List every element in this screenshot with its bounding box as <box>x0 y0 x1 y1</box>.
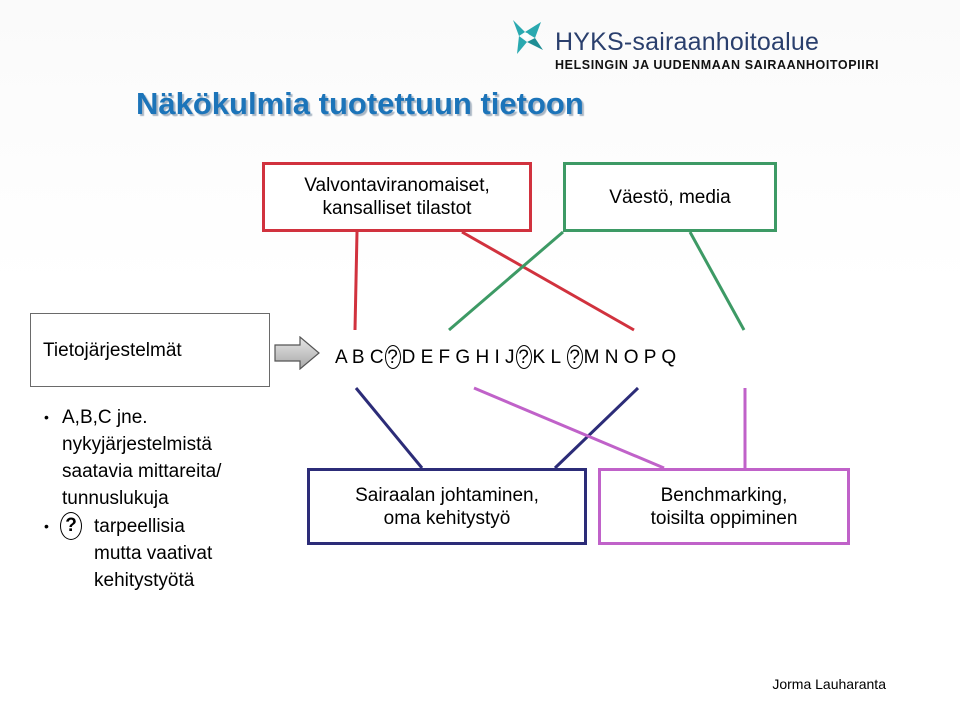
public-media-box <box>563 162 777 232</box>
bullet-1 <box>44 404 221 512</box>
question-mark-circle: ? <box>60 512 82 540</box>
indicator-row <box>335 345 676 369</box>
information-systems-box <box>30 313 270 387</box>
management-line1: Sairaalan johtaminen, <box>355 484 539 506</box>
benchmark-line1: Benchmarking, <box>660 484 788 506</box>
bullet-2-line: mutta vaativat <box>94 543 213 564</box>
bullet-1-line: tunnuslukuja <box>62 488 169 509</box>
authorities-box <box>262 162 532 232</box>
authorities-line1: Valvontaviranomaiset, <box>304 175 490 196</box>
page-title: Näkökulmia tuotettuun tietoon <box>136 86 584 121</box>
bullet-2-line: kehitystyötä <box>94 570 195 591</box>
public-media-label: Väestö, media <box>609 186 731 208</box>
bullet-dot: • <box>44 409 49 425</box>
bullet-dot: • <box>44 518 49 534</box>
bullet-list <box>44 404 221 594</box>
logo-subtitle: HELSINGIN JA UUDENMAAN SAIRAANHOITOPIIRI <box>555 58 880 72</box>
bullet-1-line: saatavia mittareita/ <box>62 461 222 482</box>
benchmarking-box <box>598 468 850 545</box>
question-mark-circle: ? <box>516 345 532 369</box>
logo-title: HYKS-sairaanhoitoalue <box>555 28 820 56</box>
indicator-group-mnopq: M N O P Q <box>583 347 677 368</box>
authorities-line2: kansalliset tilastot <box>322 198 472 219</box>
connector-green-right <box>690 232 744 330</box>
bullet-2 <box>44 513 221 594</box>
bullet-1-line: A,B,C jne. <box>62 407 148 428</box>
bullet-1-line: nykyjärjestelmistä <box>62 434 212 455</box>
right-arrow-icon <box>274 336 320 370</box>
hospital-management-box <box>307 468 587 545</box>
management-line2: oma kehitystyö <box>383 507 511 529</box>
connector-red-left <box>355 232 357 330</box>
indicator-group-abc: A B C <box>335 347 384 368</box>
indicator-group-defghij: D E F G H I J <box>401 347 515 368</box>
connector-navy-left <box>356 388 422 468</box>
benchmark-line2: toisilta oppiminen <box>650 507 798 529</box>
indicator-group-kl: K L <box>532 347 561 368</box>
hyks-logo-icon <box>505 14 549 58</box>
bullet-2-line: tarpeellisia <box>94 516 185 537</box>
author-name: Jorma Lauharanta <box>772 676 886 692</box>
question-mark-circle: ? <box>567 345 583 369</box>
information-systems-label: Tietojärjestelmät <box>43 339 182 361</box>
question-mark-circle: ? <box>385 345 401 369</box>
